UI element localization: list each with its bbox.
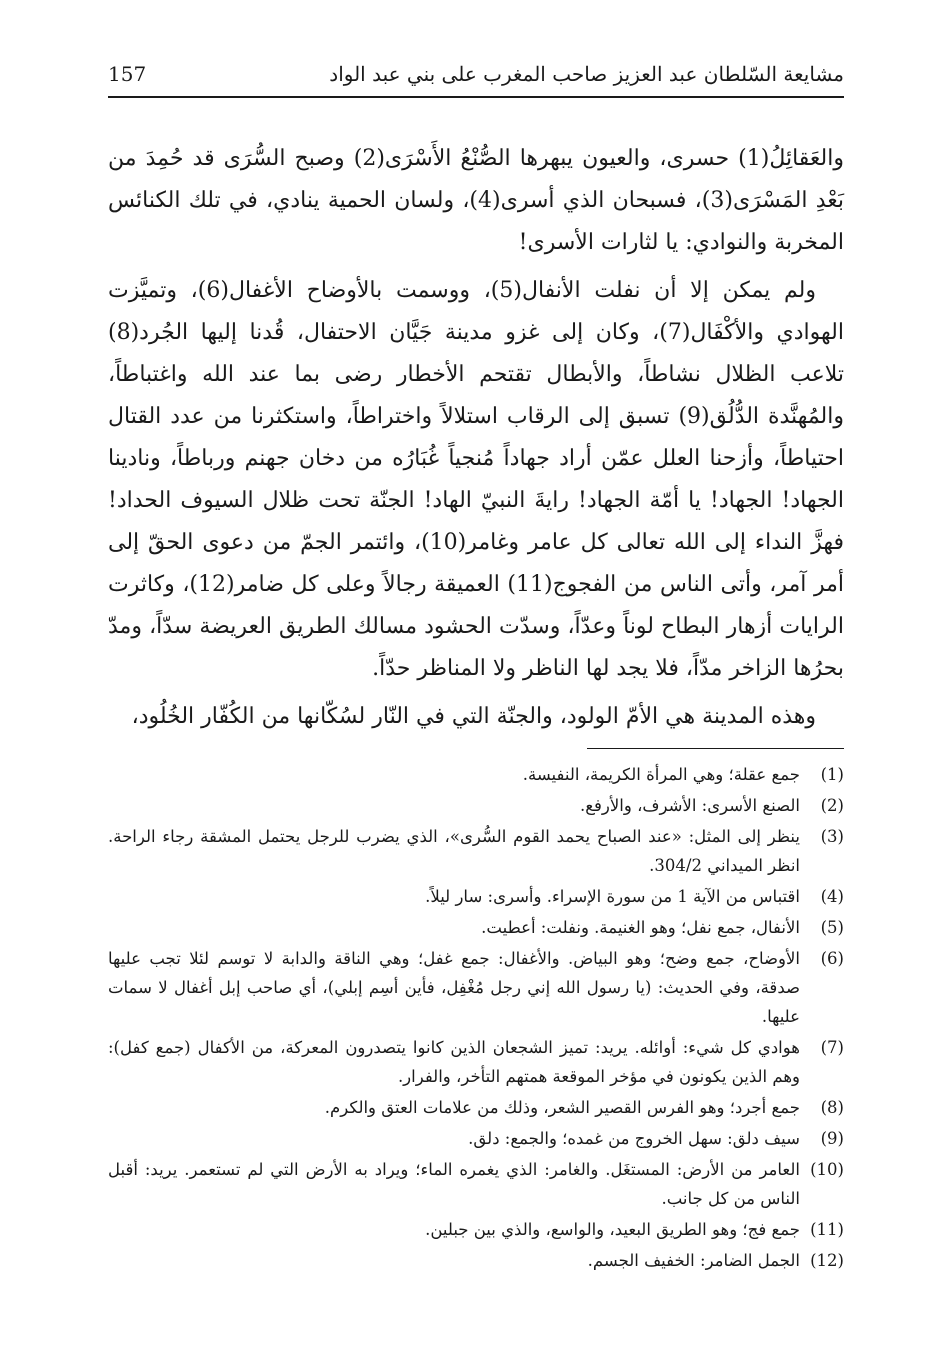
footnote-number: (2) bbox=[820, 796, 844, 815]
running-title: مشايعة السّلطان عبد العزيز صاحب المغرب على بني عبد الواد bbox=[329, 62, 844, 86]
footnote bbox=[108, 760, 844, 789]
footnotes bbox=[108, 760, 844, 1277]
footnote-number: (4) bbox=[820, 887, 844, 906]
footnote bbox=[108, 1155, 844, 1213]
footnote bbox=[108, 1124, 844, 1153]
footnote-number: (10) bbox=[810, 1160, 844, 1179]
footnote-text: العامر من الأرض: المستغَل. والغامر: الذي يغمره الماء؛ ويراد به الأرض التي لم تستعمر. يريد: أقبل الناس من كل جانب. bbox=[108, 1160, 800, 1208]
footnote bbox=[108, 1246, 844, 1275]
footnote bbox=[108, 944, 844, 1031]
footnote bbox=[108, 1033, 844, 1091]
footnote bbox=[108, 913, 844, 942]
paragraph: وهذه المدينة هي الأمّ الولود، والجنّة التي في النّار لسُكّانها من الكُفّار الخُلُود، bbox=[131, 704, 816, 729]
footnote-number: (3) bbox=[820, 827, 844, 846]
footnote bbox=[108, 1093, 844, 1122]
footnote-text: الأنفال، جمع نفل؛ وهو الغنيمة. ونفلت: أعطيت. bbox=[481, 918, 800, 937]
footnote-text: الصنع الأسرى: الأشرف، والأرفع. bbox=[579, 796, 800, 815]
footnote-text: جمع أجرد؛ وهو الفرس القصير الشعر، وذلك من علامات العتق والكرم. bbox=[324, 1098, 800, 1117]
footnote-text: جمع عقلة؛ وهي المرأة الكريمة، النفيسة. bbox=[522, 765, 800, 784]
footnote-rule bbox=[587, 748, 844, 749]
page-number: 157 bbox=[108, 62, 147, 86]
main-text bbox=[108, 138, 844, 744]
footnote-number: (5) bbox=[820, 918, 844, 937]
footnote-text: الجمل الضامر: الخفيف الجسم. bbox=[587, 1251, 800, 1270]
footnote bbox=[108, 882, 844, 911]
footnote-number: (1) bbox=[820, 765, 844, 784]
paragraph: والعَقائِلُ(1) حسرى، والعيون يبهرها الصُّنْعُ الأَسْرَى(2) وصبح السُّرَى قد حُمِدَ من بَعْدِ المَسْرَى(3)، فسبحان الذي أسرى(4)، ولسان الحمية ينادي، في تلك الكنائس المخربة والنوادي: يا لثارات الأسرى! bbox=[108, 146, 844, 255]
footnote bbox=[108, 791, 844, 820]
footnote bbox=[108, 1215, 844, 1244]
footnote-text: سيف دلق: سهل الخروج من غمده؛ والجمع: دلق. bbox=[468, 1129, 800, 1148]
footnote-number: (8) bbox=[820, 1098, 844, 1117]
footnote bbox=[108, 822, 844, 880]
footnote-number: (11) bbox=[810, 1220, 844, 1239]
footnote-number: (12) bbox=[810, 1251, 844, 1270]
footnote-number: (9) bbox=[820, 1129, 844, 1148]
footnote-text: هوادي كل شيء: أوائله. يريد: تميز الشجعان الذين كانوا يتصدرون المعركة، من الأكفال (جمع كفل): وهم الذين يكونون في مؤخر الموقعة همتهم التأخر، والفرار. bbox=[108, 1038, 800, 1086]
footnote-text: الأوضاح، جمع وضح؛ وهو البياض. والأغفال: جمع غفل؛ وهي الناقة والدابة لا توسم لئلا تجب عليها صدقة، وفي الحديث: (يا رسول الله إني رجل مُغْفِل، فأين أسِم إبلي)، أي صاحب إبل أغفال لا سمات عليها. bbox=[108, 949, 800, 1026]
footnote-number: (6) bbox=[820, 949, 844, 968]
footnote-text: جمع فج؛ وهو الطريق البعيد، والواسع، والذي بين جبلين. bbox=[425, 1220, 800, 1239]
footnote-text: اقتباس من الآية 1 من سورة الإسراء. وأسرى: سار ليلاً. bbox=[425, 887, 800, 906]
footnote-text: ينظر إلى المثل: «عند الصباح يحمد القوم السُّرى»، الذي يضرب للرجل يحتمل المشقة رجاء الراحة. انظر الميداني 304/2. bbox=[108, 827, 800, 875]
header-rule bbox=[108, 96, 844, 98]
footnote-number: (7) bbox=[820, 1038, 844, 1057]
paragraph: ولم يمكن إلا أن نفلت الأنفال(5)، ووسمت بالأوضاح الأغفال(6)، وتميَّزت الهوادي والأكْفَال(7)، وكان إلى غزو مدينة جَيَّان الاحتفال، قُدنا إليها الجُرد(8) تلاعب الظلال نشاطاً، والأبطال تقتحم الأخطار رضى بما عند الله واغتباطاً، والمُهنَّدة الدُّلُق(9) تسبق إلى الرقاب استلالاً واختراطاً، واستكثرنا من عدد القتال احتياطاً، وأزحنا العلل عمّن أراد جهاداً مُنجياً غُبَارُه من دخان جهنم ورباطاً، ونادينا الجهاد! الجهاد! يا أمّة الجهاد! رايةَ النبيّ الهاد! الجنّة تحت ظلال السيوف الحداد! فهزَّ النداء إلى الله تعالى كل عامر وغامر(10)، وائتمر الجمّ من دعوى الحقّ إلى أمر آمر، وأتى الناس من الفجوج(11) العميقة رجالاً وعلى كل ضامر(12)، وكاثرت الرايات أزهار البطاح لوناً وعدّاً، وسدّت الحشود مسالك الطريق العريضة سدّاً، ومدّ بحرُها الزاخر مدّاً، فلا يجد لها الناظر ولا المناظر حدّاً. bbox=[108, 278, 845, 681]
page-header bbox=[108, 56, 844, 96]
